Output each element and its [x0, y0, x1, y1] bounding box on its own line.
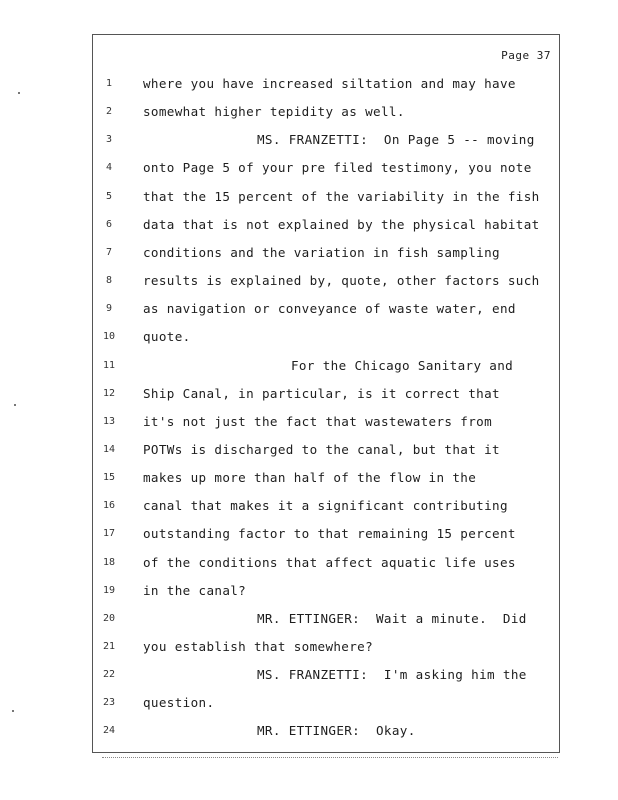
- line-text: onto Page 5 of your pre filed testimony, you note: [143, 160, 532, 176]
- line-number: 24: [102, 725, 116, 737]
- transcript-line: [93, 187, 559, 207]
- line-number: 6: [105, 218, 113, 230]
- scan-edge-line: [102, 757, 558, 758]
- line-number: 1: [105, 78, 113, 89]
- transcript-line: [93, 581, 559, 601]
- line-number: 21: [102, 641, 116, 652]
- transcript-line: [93, 440, 559, 460]
- transcript-line: [93, 384, 559, 404]
- transcript-line: [93, 271, 559, 291]
- line-number: 4: [105, 162, 113, 174]
- line-number: 11: [102, 359, 116, 371]
- line-text: of the conditions that affect aquatic life uses: [143, 554, 516, 570]
- transcript-line: [93, 299, 559, 319]
- line-number: 2: [105, 106, 113, 118]
- transcript-line: [93, 721, 559, 741]
- line-number: 9: [105, 303, 113, 315]
- line-number: 7: [105, 246, 113, 258]
- transcript-line: [93, 524, 559, 544]
- line-text: MR. ETTINGER: Okay.: [257, 723, 416, 739]
- line-number: 17: [102, 528, 116, 540]
- line-number: 15: [102, 472, 116, 484]
- line-text: as navigation or conveyance of waste water, end: [143, 301, 516, 317]
- scan-speck: [18, 92, 20, 94]
- transcript-line: [93, 215, 559, 235]
- line-number: 22: [102, 669, 116, 681]
- line-text: canal that makes it a significant contributing: [143, 498, 508, 514]
- scan-speck: [14, 404, 16, 406]
- line-text: it's not just the fact that wastewaters from: [143, 413, 493, 429]
- line-text: where you have increased siltation and may have: [143, 76, 516, 91]
- line-text: For the Chicago Sanitary and: [291, 357, 514, 373]
- line-text: quote.: [143, 329, 191, 345]
- line-text: you establish that somewhere?: [143, 639, 374, 654]
- line-number: 8: [105, 275, 113, 287]
- transcript-line: [93, 356, 559, 376]
- transcript-line: [93, 74, 559, 94]
- line-text: MR. ETTINGER: Wait a minute. Did: [257, 610, 527, 626]
- line-text: that the 15 percent of the variability in the fish: [143, 188, 540, 204]
- line-number: 23: [102, 697, 116, 709]
- line-text: MS. FRANZETTI: On Page 5 -- moving: [257, 132, 535, 148]
- transcript-line: [93, 243, 559, 263]
- line-number: 10: [102, 331, 116, 343]
- transcript-line: [93, 553, 559, 573]
- line-text: makes up more than half of the flow in the: [143, 470, 477, 486]
- line-number: 5: [105, 190, 113, 202]
- transcript-line: [93, 665, 559, 685]
- line-number: 13: [102, 415, 116, 427]
- transcript-line: [93, 412, 559, 432]
- transcript-line: [93, 130, 559, 150]
- line-text: conditions and the variation in fish sampling: [143, 244, 500, 260]
- line-text: somewhat higher tepidity as well.: [143, 104, 405, 120]
- line-text: Ship Canal, in particular, is it correct that: [143, 385, 500, 401]
- line-number: 14: [102, 443, 116, 455]
- transcript-line: [93, 158, 559, 178]
- transcript-line: [93, 102, 559, 122]
- line-number: 12: [102, 387, 116, 399]
- transcript-page: [92, 34, 560, 753]
- line-text: POTWs is discharged to the canal, but that it: [143, 441, 500, 457]
- transcript-line: [93, 327, 559, 347]
- line-number: 3: [105, 134, 113, 146]
- transcript-line: [93, 693, 559, 713]
- transcript-line: [93, 609, 559, 629]
- line-number: 20: [102, 612, 116, 624]
- line-number: 18: [102, 556, 116, 568]
- line-text: in the canal?: [143, 582, 247, 598]
- line-text: question.: [143, 695, 215, 711]
- line-number: 16: [102, 500, 116, 512]
- line-text: data that is not explained by the physical habitat: [143, 216, 540, 232]
- line-text: MS. FRANZETTI: I'm asking him the: [257, 667, 527, 683]
- transcript-line: [93, 468, 559, 488]
- page-number: Page 37: [501, 49, 551, 62]
- line-text: outstanding factor to that remaining 15 percent: [143, 526, 516, 542]
- transcript-line: [93, 637, 559, 657]
- line-number: 19: [102, 584, 116, 596]
- line-text: results is explained by, quote, other factors such: [143, 273, 540, 289]
- scan-speck: [12, 710, 14, 712]
- transcript-line: [93, 496, 559, 516]
